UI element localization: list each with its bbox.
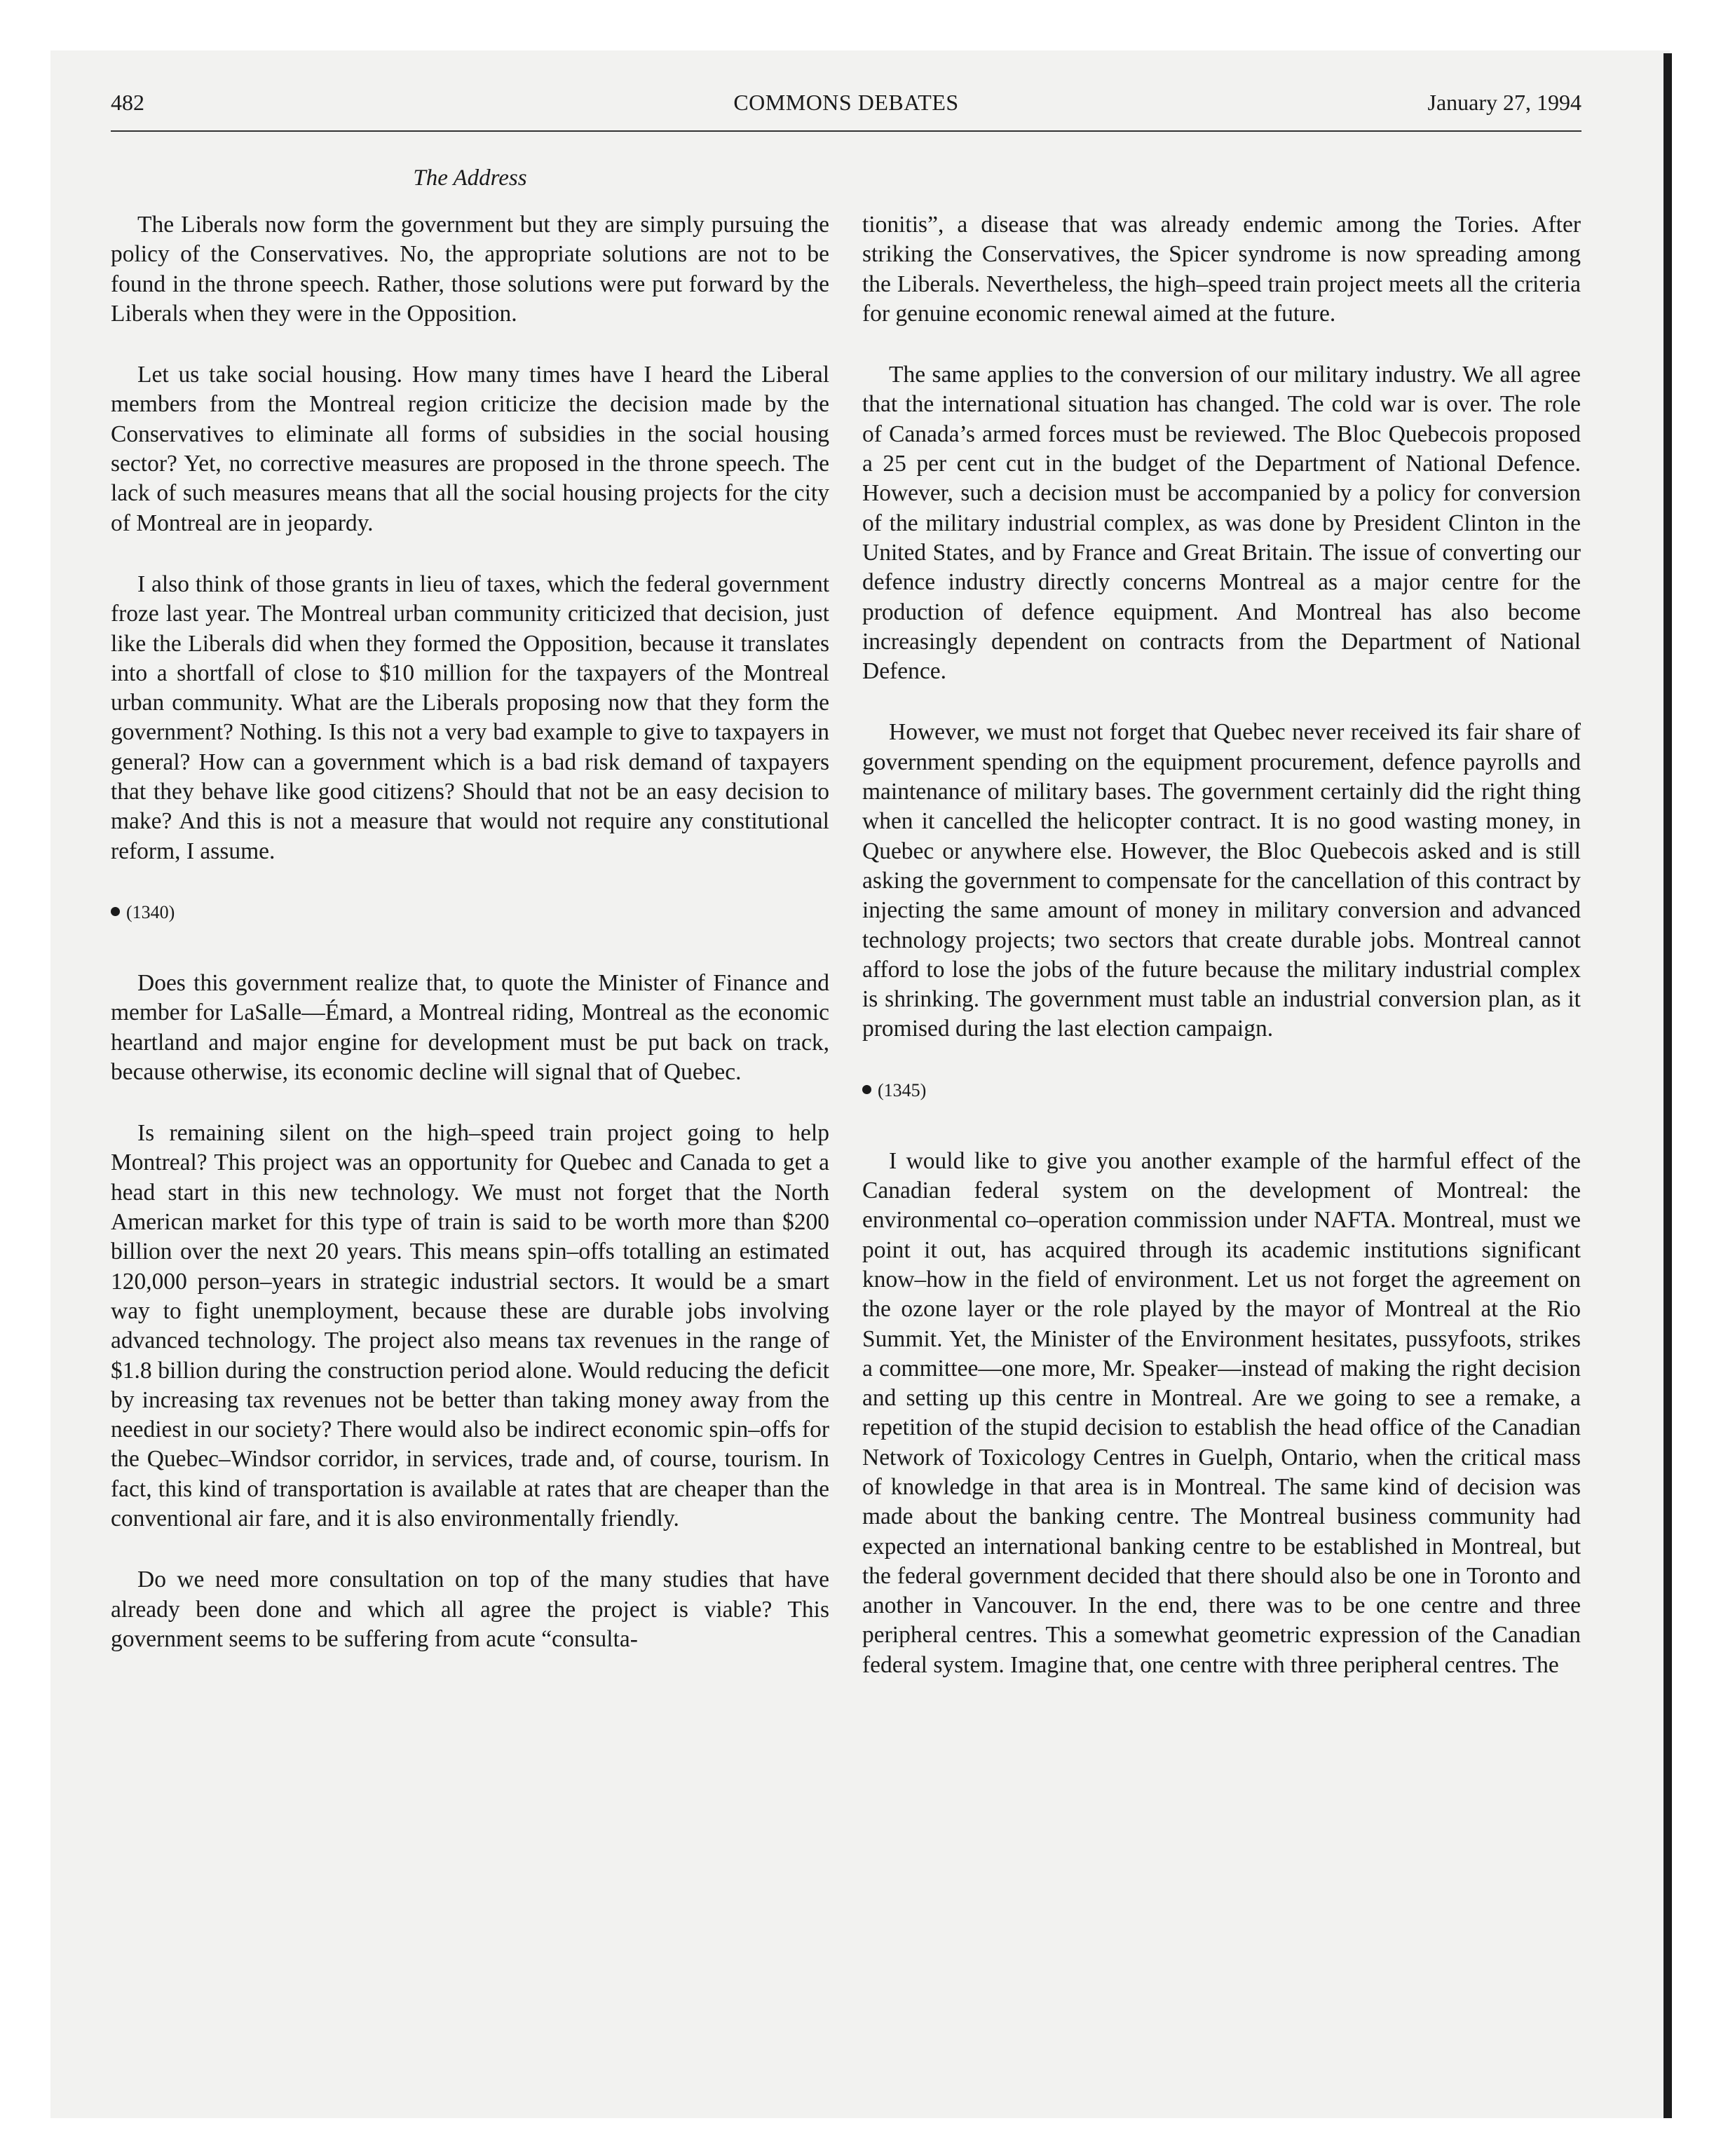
bullet-icon — [111, 907, 120, 916]
paragraph: Let us take social housing. How many times have I heard the Liberal members from the Montreal region criticize the decision made by the Conservatives to eliminate all forms of subsidies in the social housing sector? Yet, no corrective measures are proposed in the throne speech. The lack of such measures means that all the social housing projects for the city of Montreal are in jeopardy. — [111, 362, 829, 536]
time-marker-label: (1340) — [126, 901, 175, 922]
page-header — [111, 90, 1581, 125]
publication-date: January 27, 1994 — [1427, 90, 1581, 115]
left-column — [111, 210, 829, 1686]
paragraph: Do we need more consultation on top of the many studies that have already been done and which all agree the project is viable? This government seems to be suffering from acute “consulta- — [111, 1567, 829, 1652]
bullet-icon — [862, 1085, 871, 1094]
section-title: The Address — [413, 165, 527, 191]
paragraph: tionitis”, a disease that was already endemic among the Tories. After striking the Conservatives, the Spicer syndrome is now spreading among the Liberals. Nevertheless, the high–speed train project meets all the criteria for genuine economic renewal aimed at the future. — [862, 212, 1581, 327]
time-marker — [862, 1076, 1581, 1105]
page-number: 482 — [111, 90, 144, 115]
publication-title: COMMONS DEBATES — [733, 90, 959, 115]
time-marker-label: (1345) — [878, 1079, 927, 1100]
paragraph: The same applies to the conversion of our military industry. We all agree that the international situation has changed. The cold war is over. The role of Canada’s armed forces must be reviewed. The Bloc Quebecois proposed a 25 per cent cut in the budget of the Department of National Defence. However, such a decision must be accompanied by a policy for conversion of the military industrial complex, as was done by President Clinton in the United States, and by France and Great Britain. The issue of converting our defence industry directly concerns Montreal as a major centre for the production of defence equipment. And Montreal has also become increasingly dependent on contracts from the Department of National Defence. — [862, 362, 1581, 685]
header-rule — [111, 130, 1581, 132]
scan-edge-bar — [1663, 53, 1672, 2118]
paragraph: Is remaining silent on the high–speed train project going to help Montreal? This project was an opportunity for Quebec and Canada to get a head start in this new technology. We must not forget that the North American market for this type of train is said to be worth more than $200 billion over the next 20 years. This means spin–offs totalling an estimated 120,000 person–years in strategic industrial sectors. It would be a smart way to fight unemployment, because these are durable jobs involving advanced technology. The project also means tax revenues in the range of $1.8 billion during the construction period alone. Would reducing the deficit by increasing tax revenues not be better than taking money away from the neediest in our society? There would also be indirect economic spin–offs for the Quebec–Windsor corridor, in services, trade and, of course, tourism. In fact, this kind of transportation is available at rates that are cheaper than the conventional air fare, and it is also environmentally friendly. — [111, 1120, 829, 1531]
paragraph: The Liberals now form the government but they are simply pursuing the policy of the Conservatives. No, the appropriate solutions are not to be found in the throne speech. Rather, those solutions were put forward by the Liberals when they were in the Opposition. — [111, 212, 829, 327]
time-marker — [111, 898, 829, 927]
paragraph: I also think of those grants in lieu of taxes, which the federal government froze last year. The Montreal urban community criticized that decision, just like the Liberals did when they formed the Opposition, because it translates into a shortfall of close to $10 million for the taxpayers of the Montreal urban community. What are the Liberals proposing now that they form the government? Nothing. Is this not a very bad example to give to taxpayers in general? How can a government which is a bad risk demand of taxpayers that they behave like good citizens? Should that not be an easy decision to make? And this is not a measure that would not require any constitutional reform, I assume. — [111, 571, 829, 864]
paragraph: I would like to give you another example of the harmful effect of the Canadian federal system on the development of Montreal: the environmental co–operation commission under NAFTA. Montreal, must we point it out, has acquired through its academic institutions significant know–how in the field of environment. Let us not forget the agreement on the ozone layer or the role played by the mayor of Montreal at the Rio Summit. Yet, the Minister of the Environment hesitates, pussyfoots, strikes a committee—one more, Mr. Speaker—instead of making the right decision and setting up this centre in Montreal. Are we going to see a remake, a repetition of the stupid decision to establish the head office of the Canadian Network of Toxicology Centres in Guelph, Ontario, when the critical mass of knowledge in that area is in Montreal. The same kind of decision was made about the banking centre. The Montreal business community had expected an international banking centre to be established in Montreal, but the federal government decided that there should also be one in Toronto and another in Vancouver. In the end, there was to be one centre and three peripheral centres. This a somewhat geometric expression of the Canadian federal system. Imagine that, one centre with three peripheral centres. The — [862, 1147, 1581, 1678]
paragraph: However, we must not forget that Quebec never received its fair share of government spending on the equipment procurement, defence payrolls and maintenance of military bases. The government certainly did the right thing when it cancelled the helicopter contract. It is no good wasting money, in Quebec or anywhere else. However, the Bloc Quebecois asked and is still asking the government to compensate for the cancellation of this contract by injecting the same amount of money in military conversion and advanced technology projects; two sectors that create durable jobs. Montreal cannot afford to lose the jobs of the future because the military industrial complex is shrinking. The government must table an industrial conversion plan, as it promised during the last election campaign. — [862, 719, 1581, 1042]
right-column — [862, 210, 1581, 1712]
paragraph: Does this government realize that, to quote the Minister of Finance and member for LaSalle—Émard, a Montreal riding, Montreal as the economic heartland and major engine for development must be put back on track, because otherwise, its economic decline will signal that of Quebec. — [111, 969, 829, 1085]
